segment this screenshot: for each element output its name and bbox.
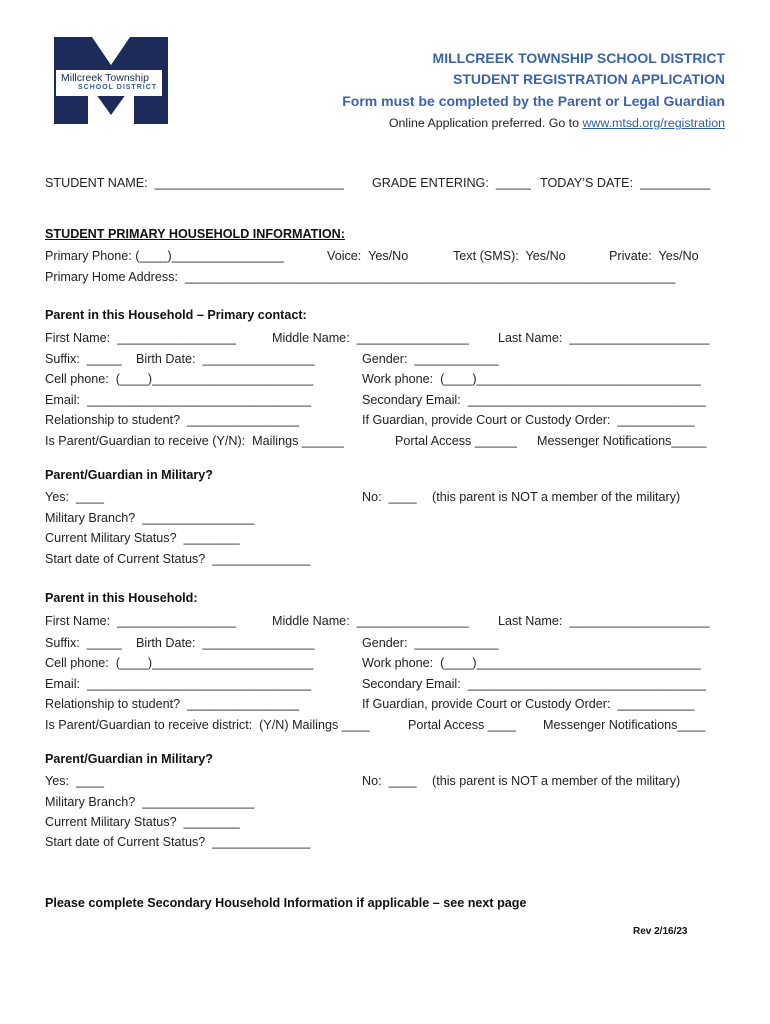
military2-no-field[interactable]: No: ____ — [362, 774, 417, 788]
parent1-portal-access-field[interactable]: Portal Access ______ — [395, 434, 517, 448]
parent1-last-name-field[interactable]: Last Name: ____________________ — [498, 331, 710, 345]
parent2-relationship-field[interactable]: Relationship to student? ________________ — [45, 697, 300, 711]
private-option[interactable]: Private: Yes/No — [609, 249, 699, 263]
parent2-middle-name-field[interactable]: Middle Name: ________________ — [272, 614, 469, 628]
parent1-middle-name-field[interactable]: Middle Name: ________________ — [272, 331, 469, 345]
form-instruction: Form must be completed by the Parent or Legal Guardian — [342, 93, 725, 109]
parent2-birth-date-field[interactable]: Birth Date: ________________ — [136, 636, 315, 650]
parent2-first-name-field[interactable]: First Name: _________________ — [45, 614, 237, 628]
parent2-portal-access-field[interactable]: Portal Access ____ — [408, 718, 516, 732]
registration-link[interactable]: www.mtsd.org/registration — [582, 116, 725, 130]
parent1-heading: Parent in this Household – Primary contact: — [45, 308, 307, 322]
form-title: STUDENT REGISTRATION APPLICATION — [453, 71, 725, 87]
grade-entering-field[interactable]: GRADE ENTERING: _____ — [372, 176, 531, 190]
parent2-guardian-order-field[interactable]: If Guardian, provide Court or Custody Order: ___________ — [362, 697, 695, 711]
parent2-cell-phone-field[interactable]: Cell phone: (____)_______________________ — [45, 656, 314, 670]
logo-line2: SCHOOL DISTRICT — [78, 84, 158, 91]
district-name: MILLCREEK TOWNSHIP SCHOOL DISTRICT — [432, 50, 725, 66]
parent2-last-name-field[interactable]: Last Name: ____________________ — [498, 614, 710, 628]
military2-branch-field[interactable]: Military Branch? ________________ — [45, 795, 255, 809]
military1-branch-field[interactable]: Military Branch? ________________ — [45, 511, 255, 525]
military1-heading: Parent/Guardian in Military? — [45, 468, 213, 482]
text-sms-option[interactable]: Text (SMS): Yes/No — [453, 249, 566, 263]
military2-yes-field[interactable]: Yes: ____ — [45, 774, 105, 788]
parent1-guardian-order-field[interactable]: If Guardian, provide Court or Custody Order: ___________ — [362, 413, 695, 427]
parent2-messenger-field[interactable]: Messenger Notifications____ — [543, 718, 706, 732]
district-logo — [54, 37, 168, 124]
military1-status-field[interactable]: Current Military Status? ________ — [45, 531, 240, 545]
student-name-field[interactable]: STUDENT NAME: ___________________________ — [45, 176, 344, 190]
parent2-work-phone-field[interactable]: Work phone: (____)________________________________ — [362, 656, 701, 670]
parent1-receive-mailings-field[interactable]: Is Parent/Guardian to receive (Y/N): Mailings ______ — [45, 434, 344, 448]
military1-no-field[interactable]: No: ____ — [362, 490, 417, 504]
parent2-suffix-field[interactable]: Suffix: _____ — [45, 636, 122, 650]
secondary-household-note: Please complete Secondary Household Information if applicable – see next page — [45, 896, 527, 910]
parent1-suffix-field[interactable]: Suffix: _____ — [45, 352, 122, 366]
parent1-work-phone-field[interactable]: Work phone: (____)________________________________ — [362, 372, 701, 386]
parent1-birth-date-field[interactable]: Birth Date: ________________ — [136, 352, 315, 366]
primary-address-field[interactable]: Primary Home Address: ______________________________________________________________________ — [45, 270, 676, 284]
parent1-cell-phone-field[interactable]: Cell phone: (____)_______________________ — [45, 372, 314, 386]
primary-phone-field[interactable]: Primary Phone: (____)________________ — [45, 249, 284, 263]
military1-start-date-field[interactable]: Start date of Current Status? ______________ — [45, 552, 311, 566]
parent1-first-name-field[interactable]: First Name: _________________ — [45, 331, 237, 345]
parent1-messenger-field[interactable]: Messenger Notifications_____ — [537, 434, 707, 448]
military2-no-note: (this parent is NOT a member of the military) — [432, 774, 681, 788]
todays-date-field[interactable]: TODAY’S DATE: __________ — [540, 176, 711, 190]
primary-household-heading: STUDENT PRIMARY HOUSEHOLD INFORMATION: — [45, 227, 345, 241]
logo-line1: Millcreek Township — [61, 72, 149, 84]
online-text: Online Application preferred. Go to — [388, 116, 583, 130]
parent2-receive-mailings-field[interactable]: Is Parent/Guardian to receive district: (Y/N) Mailings ____ — [45, 718, 370, 732]
parent1-secondary-email-field[interactable]: Secondary Email: __________________________________ — [362, 393, 706, 407]
revision-date: Rev 2/16/23 — [633, 926, 688, 937]
parent1-relationship-field[interactable]: Relationship to student? ________________ — [45, 413, 300, 427]
parent2-email-field[interactable]: Email: ________________________________ — [45, 677, 312, 691]
military1-yes-field[interactable]: Yes: ____ — [45, 490, 105, 504]
parent1-gender-field[interactable]: Gender: ____________ — [362, 352, 499, 366]
parent2-heading: Parent in this Household: — [45, 591, 198, 605]
military2-status-field[interactable]: Current Military Status? ________ — [45, 815, 240, 829]
parent1-email-field[interactable]: Email: ________________________________ — [45, 393, 312, 407]
parent2-gender-field[interactable]: Gender: ____________ — [362, 636, 499, 650]
online-application-note — [389, 116, 725, 130]
voice-option[interactable]: Voice: Yes/No — [327, 249, 409, 263]
parent2-secondary-email-field[interactable]: Secondary Email: __________________________________ — [362, 677, 706, 691]
military2-start-date-field[interactable]: Start date of Current Status? ______________ — [45, 835, 311, 849]
military1-no-note: (this parent is NOT a member of the military) — [432, 490, 681, 504]
military2-heading: Parent/Guardian in Military? — [45, 752, 213, 766]
